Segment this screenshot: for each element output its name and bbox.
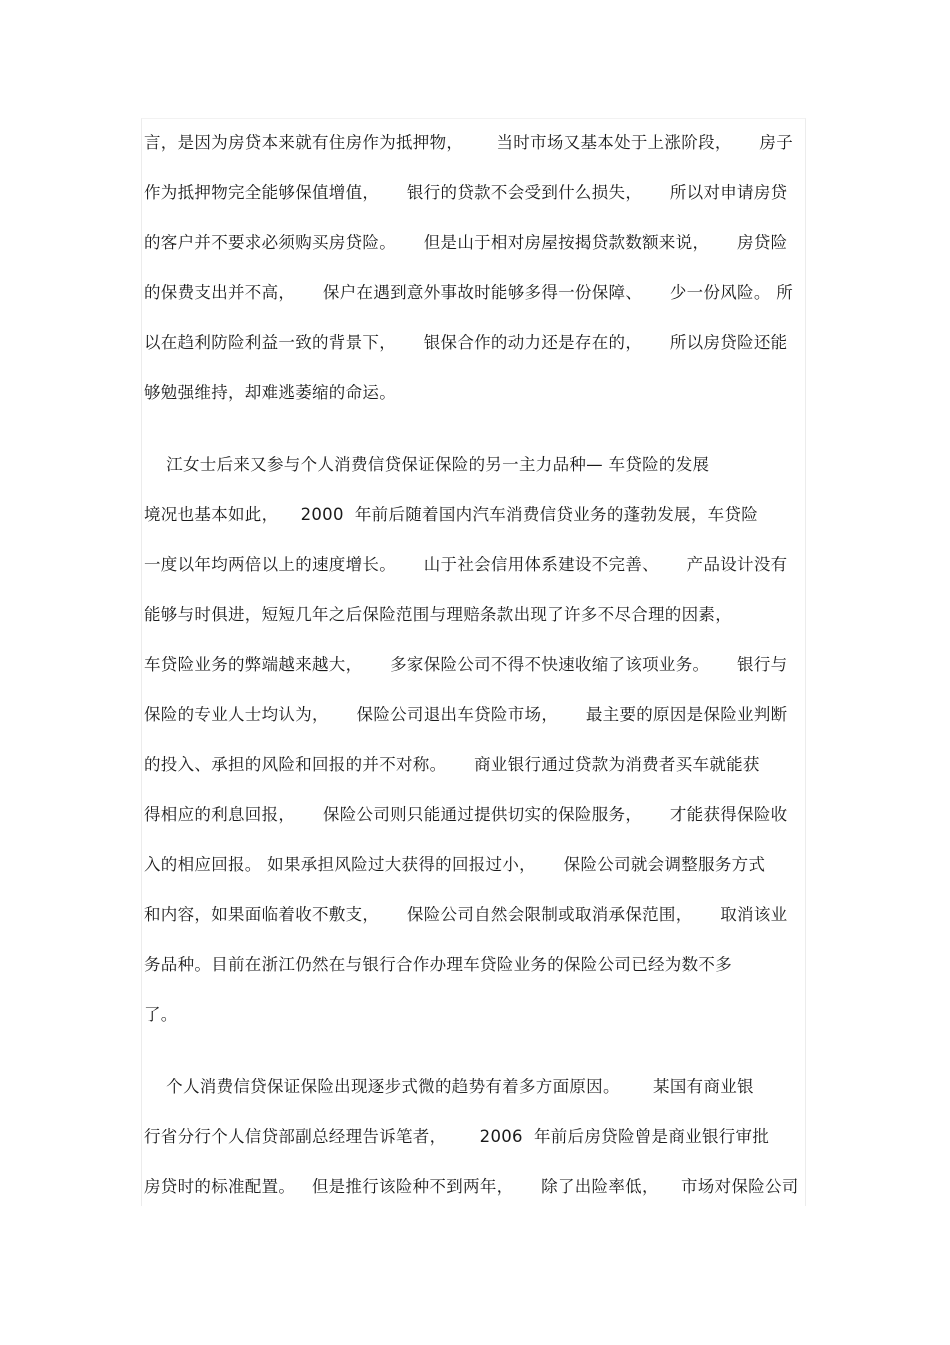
text-line: 境况也基本如此， 2000 年前后随着国内汽车消费信贷业务的蓬勃发展，车贷险 — [144, 505, 759, 524]
text-line: 作为抵押物完全能够保值增值， 银行的贷款不会受到什么损失， 所以对申请房贷 — [144, 183, 788, 202]
text-line: 以在趋利防险利益一致的背景下， 银保合作的动力还是存在的， 所以房贷险还能 — [144, 333, 788, 352]
text-line: 和内容，如果面临着收不敷支， 保险公司自然会限制或取消承保范围， 取消该业 — [144, 905, 788, 924]
text-line: 房贷时的标准配置。 但是推行该险种不到两年， 除了出险率低， 市场对保险公司 — [144, 1177, 799, 1196]
text-line: 了。 — [144, 1005, 178, 1024]
text-line: 一度以年均两倍以上的速度增长。 山于社会信用体系建设不完善、 产品设计没有 — [144, 555, 788, 574]
text-line: 言，是因为房贷本来就有住房作为抵押物， 当时市场又基本处于上涨阶段， 房子 — [144, 133, 793, 152]
text-line: 行省分行个人信贷部副总经理告诉笔者， 2006 年前后房贷险曾是商业银行审批 — [144, 1127, 770, 1146]
text-line: 的保费支出并不高， 保户在遇到意外事故时能够多得一份保障、 少一份风险。 所 — [144, 283, 793, 302]
text-line: 够勉强维持，却难逃萎缩的命运。 — [144, 383, 396, 402]
text-line: 车贷险业务的弊端越来越大， 多家保险公司不得不快速收缩了该项业务。 银行与 — [144, 655, 788, 674]
text-line: 得相应的利息回报， 保险公司则只能通过提供切实的保险服务， 才能获得保险收 — [144, 805, 788, 824]
text-line: 入的相应回报。 如果承担风险过大获得的回报过小， 保险公司就会调整服务方式 — [144, 855, 766, 874]
text-line: 保险的专业人士均认为， 保险公司退出车贷险市场， 最主要的原因是保险业判断 — [144, 705, 788, 724]
text-line: 能够与时俱进，短短几年之后保险范围与理赔条款出现了许多不尽合理的因素， — [144, 605, 732, 624]
text-line: 的客户并不要求必须购买房贷险。 但是山于相对房屋按揭贷款数额来说， 房贷险 — [144, 233, 788, 252]
text-line: 的投入、承担的风险和回报的并不对称。 商业银行通过贷款为消费者买车就能获 — [144, 755, 760, 774]
text-line: 江女士后来又参与个人消费信贷保证保险的另一主力品种— 车贷险的发展 — [144, 455, 710, 474]
text-line: 务品种。目前在浙江仍然在与银行合作办理车贷险业务的保险公司已经为数不多 — [144, 955, 732, 974]
text-line: 个人消费信贷保证保险出现逐步式微的趋势有着多方面原因。 某国有商业银 — [144, 1077, 754, 1096]
